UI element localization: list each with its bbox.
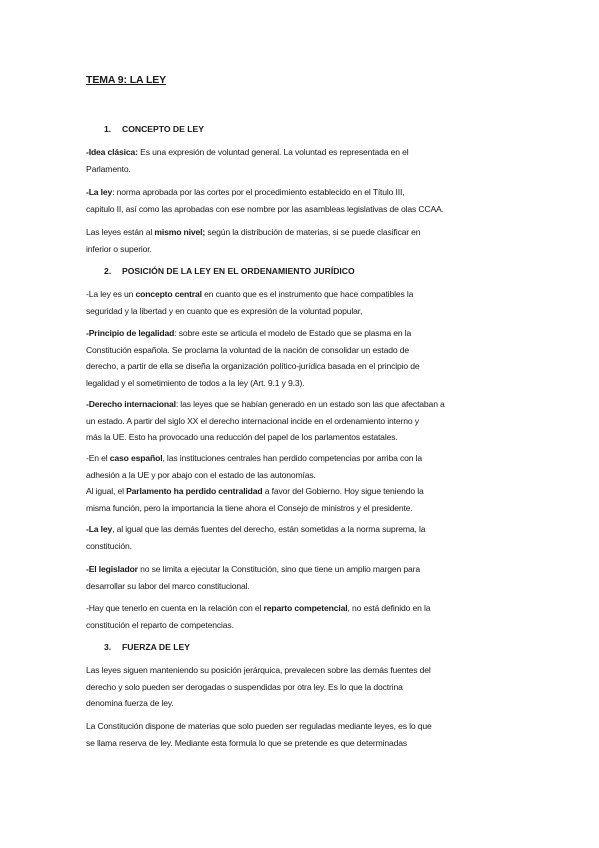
paragraph-fuerza-de-ley: Las leyes siguen manteniendo su posición jerárquica, prevalecen sobre las demás fuentes del derecho y solo pueden ser derogadas o suspendidas por otra ley. Es lo que la doctrina denomina fuerza de ley. — [86, 665, 431, 708]
section-heading-1 — [104, 124, 204, 134]
paragraph-idea-clasica: -Idea clásica: Es una expresión de voluntad general. La voluntad es representada en el Parlamento. — [86, 147, 409, 174]
paragraph-reparto-competencial: -Hay que tenerlo en cuenta en la relación con el reparto competencial, no está definido en la constitución el reparto de competencias. — [86, 603, 431, 630]
paragraph-la-ley: -La ley: norma aprobada por las cortes por el procedimiento establecido en el Título III, capitulo II, así como las aprobadas con ese nombre por las asambleas legislativas de olas CCAA. — [86, 187, 444, 214]
section-label: FUERZA DE LEY — [122, 642, 190, 652]
paragraph-concepto-central: -La ley es un concepto central en cuanto que es el instrumento que hace compatibles la seguridad y la libertad y en cuanto que es expresión de la voluntad popular, — [86, 289, 414, 316]
section-heading-3 — [104, 642, 190, 652]
paragraph-principio-legalidad: -Principio de legalidad: sobre este se articula el modelo de Estado que se plasma en la Constitución española. Se proclama la voluntad de la nación de consolidar un estado de derecho, a partir de ella se diseña la organización político-jurídica basada en el principio de legalidad y el sometimiento de todos a la ley (Art. 9.1 y 9.3). — [86, 328, 420, 388]
paragraph-norma-suprema: -La ley, al igual que las demás fuentes del derecho, están sometidas a la norma suprema, la constitución. — [86, 524, 426, 551]
section-label: CONCEPTO DE LEY — [122, 124, 204, 134]
document-title: TEMA 9: LA LEY — [86, 74, 167, 86]
section-number: 1. — [104, 124, 112, 134]
section-number: 3. — [104, 642, 112, 652]
section-number: 2. — [104, 266, 112, 276]
paragraph-reserva-de-ley: La Constitución dispone de materias que solo pueden ser reguladas mediante leyes, es lo que se llama reserva de ley. Mediante esta formula lo que se pretende es que determinadas — [86, 721, 432, 748]
paragraph-mismo-nivel: Las leyes están al mismo nivel; según la distribución de materias, si se puede clasificar en inferior o superior. — [86, 227, 421, 254]
paragraph-caso-espanol: -En el caso español, las instituciones centrales han perdido competencias por arriba con la adhesión a la UE y por abajo con el estado de las autonomías. Al igual, el Parlamento ha perdido centralidad a favor del Gobierno. Hoy sigue teniendo la misma función, pero la importancia la tiene ahora el Consejo de ministros y el presidente. — [86, 453, 424, 513]
section-heading-2 — [104, 266, 355, 276]
paragraph-legislador: -El legislador no se limita a ejecutar la Constitución, sino que tiene un amplio margen para desarrollar su labor del marco constitucional. — [86, 564, 420, 591]
section-label: POSICIÓN DE LA LEY EN EL ORDENAMIENTO JURÍDICO — [122, 266, 355, 276]
paragraph-derecho-internacional: -Derecho internacional: las leyes que se habían generado en un estado son las que afectaban a un estado. A partir del siglo XX el derecho internacional incide en el ordenamiento interno y más la UE. Esto ha provocado una reducción del papel de los parlamentos estatales. — [86, 399, 445, 442]
